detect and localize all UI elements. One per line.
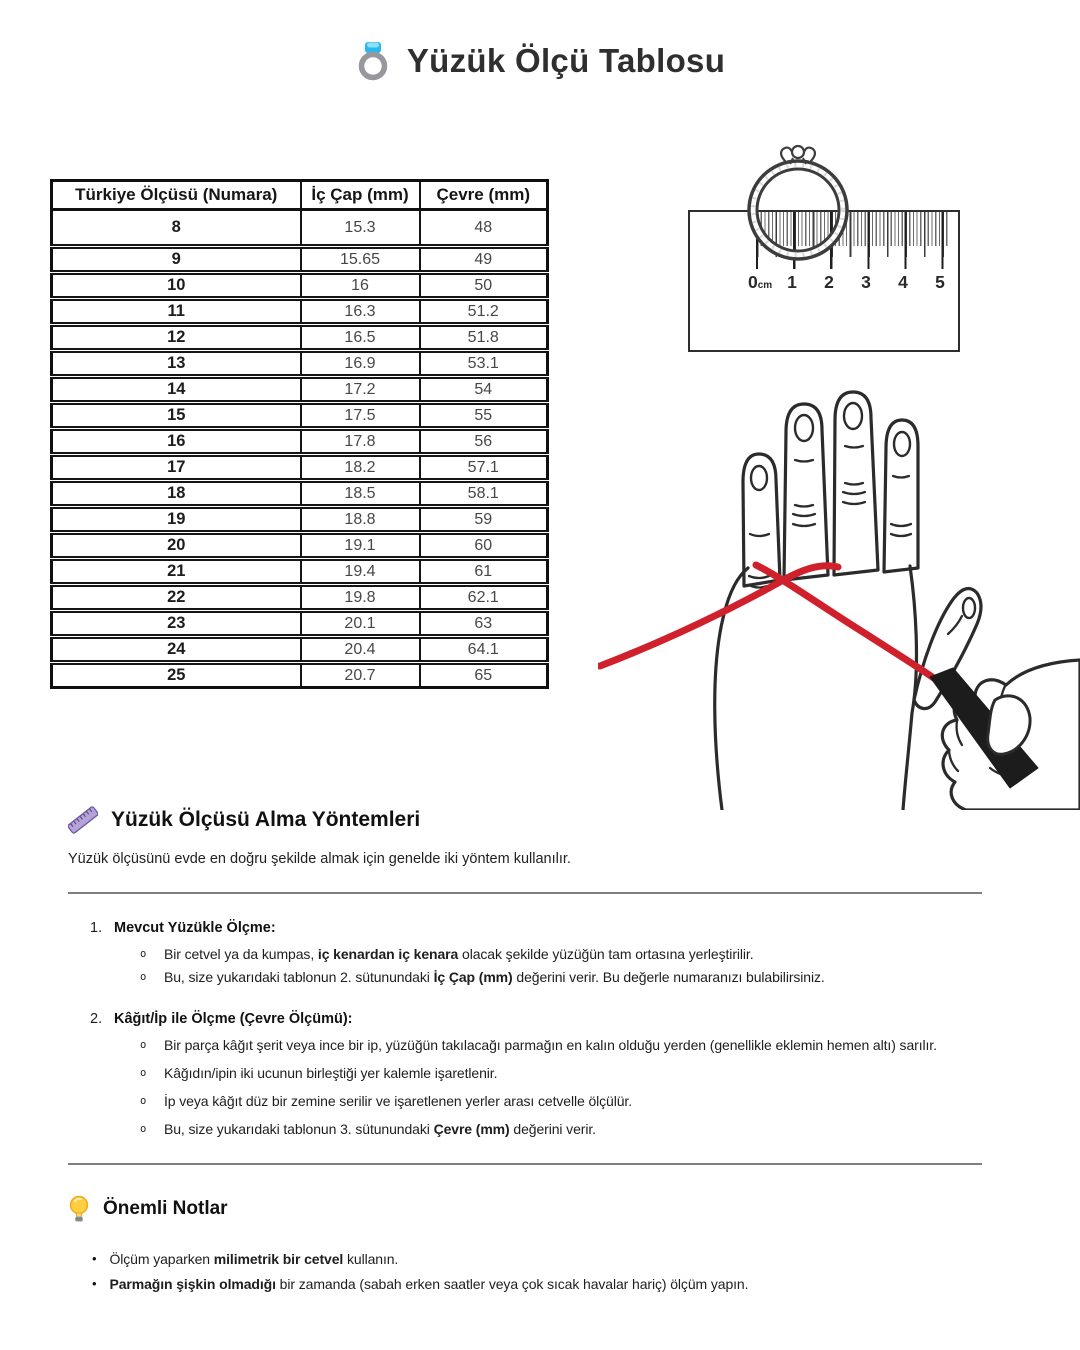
note-bullet (92, 1251, 982, 1267)
method-2-bullets (140, 1037, 982, 1137)
cell-size-number: 16 (52, 429, 301, 455)
bullet-marker: o (140, 1095, 147, 1107)
table-row (52, 455, 548, 481)
note-bullet (92, 1276, 982, 1292)
cell-circumference: 51.2 (420, 299, 548, 325)
cell-inner-diameter: 16.3 (301, 299, 420, 325)
method-bullet (140, 946, 982, 962)
method-item-2 (90, 1011, 982, 1027)
ruler-label: 4 (898, 272, 908, 292)
item-title: Kâğıt/İp ile Ölçme (Çevre Ölçümü): (114, 1011, 353, 1027)
table-row (52, 273, 548, 299)
cell-circumference: 57.1 (420, 455, 548, 481)
table-row (52, 533, 548, 559)
text-content (68, 806, 982, 1301)
notes-heading-row (68, 1194, 982, 1224)
table-row (52, 247, 548, 273)
cell-circumference: 62.1 (420, 585, 548, 611)
cell-circumference: 59 (420, 507, 548, 533)
cell-circumference: 49 (420, 247, 548, 273)
cell-size-number: 21 (52, 559, 301, 585)
ruler-label: 3 (861, 272, 871, 292)
ring-icon (355, 40, 391, 82)
page-title-bar (0, 40, 1080, 82)
method-bullet (140, 969, 982, 985)
table-row (52, 299, 548, 325)
hand-measuring-figure (598, 368, 1080, 810)
header-inner-diameter: İç Çap (mm) (301, 181, 420, 210)
page-title: Yüzük Ölçü Tablosu (406, 42, 726, 79)
cell-inner-diameter: 20.4 (301, 637, 420, 663)
ruler-icon (68, 806, 98, 834)
table-row (52, 663, 548, 688)
bullet-marker: o (140, 1067, 147, 1079)
table-row (52, 403, 548, 429)
table-row (52, 210, 548, 247)
cell-inner-diameter: 16 (301, 273, 420, 299)
cell-inner-diameter: 19.8 (301, 585, 420, 611)
table-row (52, 611, 548, 637)
cell-inner-diameter: 16.9 (301, 351, 420, 377)
bullet-text: Ölçüm yaparken milimetrik bir cetvel kullanın. (109, 1251, 399, 1267)
notes-heading: Önemli Notlar (103, 1198, 228, 1219)
cell-size-number: 10 (52, 273, 301, 299)
methods-heading-row (68, 806, 982, 834)
table-row (52, 351, 548, 377)
cell-inner-diameter: 18.5 (301, 481, 420, 507)
size-table (50, 179, 549, 689)
divider (68, 892, 982, 894)
table-row (52, 377, 548, 403)
cell-inner-diameter: 20.7 (301, 663, 420, 688)
size-table-body (52, 210, 548, 688)
cell-size-number: 22 (52, 585, 301, 611)
bullet-marker: • (92, 1251, 97, 1266)
cell-circumference: 61 (420, 559, 548, 585)
cell-circumference: 58.1 (420, 481, 548, 507)
bullet-text: Bir parça kâğıt şerit veya ince bir ip, yüzüğün takılacağı parmağın en kalın olduğu yerden (genellikle eklemin hemen altı) sarılır. (164, 1037, 937, 1053)
cell-circumference: 64.1 (420, 637, 548, 663)
ruler-label: 1 (787, 272, 797, 292)
cell-inner-diameter: 15.3 (301, 210, 420, 247)
cell-circumference: 63 (420, 611, 548, 637)
table-row (52, 559, 548, 585)
methods-heading: Yüzük Ölçüsü Alma Yöntemleri (111, 808, 421, 831)
bullet-text: Bu, size yukarıdaki tablonun 3. sütunundaki Çevre (mm) değerini verir. (164, 1121, 596, 1137)
table-header-row (52, 181, 548, 210)
cell-size-number: 11 (52, 299, 301, 325)
method-item-1 (90, 920, 982, 936)
cell-size-number: 8 (52, 210, 301, 247)
table-row (52, 481, 548, 507)
bullet-text: İp veya kâğıt düz bir zemine serilir ve işaretlenen yerler arası cetvelle ölçülür. (164, 1093, 633, 1109)
cell-inner-diameter: 17.2 (301, 377, 420, 403)
bullet-marker: • (92, 1276, 97, 1291)
method-bullet (140, 1065, 982, 1081)
method-1-bullets (140, 946, 982, 985)
ruler-label-zero: 0cm (748, 272, 773, 292)
bullet-text: Bir cetvel ya da kumpas, iç kenardan iç kenara olacak şekilde yüzüğün tam ortasına yerleştirilir. (164, 946, 754, 962)
table-row (52, 637, 548, 663)
cell-size-number: 24 (52, 637, 301, 663)
cell-size-number: 15 (52, 403, 301, 429)
cell-size-number: 12 (52, 325, 301, 351)
cell-inner-diameter: 19.1 (301, 533, 420, 559)
bullet-text: Bu, size yukarıdaki tablonun 2. sütunundaki İç Çap (mm) değerini verir. Bu değerle numaranızı bulabilirsiniz. (164, 969, 825, 985)
cell-inner-diameter: 16.5 (301, 325, 420, 351)
method-bullet (140, 1093, 982, 1109)
cell-inner-diameter: 15.65 (301, 247, 420, 273)
cell-size-number: 9 (52, 247, 301, 273)
bullet-marker: o (140, 971, 147, 983)
cell-inner-diameter: 18.8 (301, 507, 420, 533)
cell-inner-diameter: 18.2 (301, 455, 420, 481)
bullet-marker: o (140, 1039, 147, 1051)
bullet-text: Parmağın şişkin olmadığı bir zamanda (sabah erken saatler veya çok sıcak havalar hariç) ölçüm yapın. (109, 1276, 749, 1292)
lightbulb-icon (68, 1194, 90, 1224)
cell-circumference: 60 (420, 533, 548, 559)
cell-circumference: 51.8 (420, 325, 548, 351)
table-row (52, 507, 548, 533)
methods-intro: Yüzük ölçüsünü evde en doğru şekilde almak için genelde iki yöntem kullanılır. (68, 851, 571, 867)
ruler-label: 5 (935, 272, 945, 292)
table-row (52, 429, 548, 455)
bullet-marker: o (140, 948, 147, 960)
method-bullet (140, 1121, 982, 1137)
cell-inner-diameter: 17.5 (301, 403, 420, 429)
ruler-label: 2 (824, 272, 834, 292)
cell-size-number: 19 (52, 507, 301, 533)
cell-size-number: 23 (52, 611, 301, 637)
item-number: 2. (90, 1011, 103, 1027)
notes-bullets (92, 1251, 982, 1292)
divider (68, 1163, 982, 1165)
cell-circumference: 65 (420, 663, 548, 688)
cell-circumference: 55 (420, 403, 548, 429)
cell-inner-diameter: 20.1 (301, 611, 420, 637)
item-title: Mevcut Yüzükle Ölçme: (114, 920, 276, 936)
header-size-number: Türkiye Ölçüsü (Numara) (52, 181, 301, 210)
cell-circumference: 50 (420, 273, 548, 299)
bullet-text: Kâğıdın/ipin iki ucunun birleştiği yer kalemle işaretlenir. (164, 1065, 498, 1081)
ring-on-ruler-figure (672, 132, 972, 358)
method-bullet (140, 1037, 982, 1053)
cell-circumference: 48 (420, 210, 548, 247)
ring-graphic (733, 140, 863, 290)
cell-circumference: 53.1 (420, 351, 548, 377)
cell-size-number: 17 (52, 455, 301, 481)
cell-circumference: 56 (420, 429, 548, 455)
cell-size-number: 20 (52, 533, 301, 559)
table-row (52, 325, 548, 351)
item-number: 1. (90, 920, 103, 936)
cell-inner-diameter: 19.4 (301, 559, 420, 585)
cell-size-number: 14 (52, 377, 301, 403)
cell-size-number: 13 (52, 351, 301, 377)
bullet-marker: o (140, 1123, 147, 1135)
cell-circumference: 54 (420, 377, 548, 403)
header-circumference: Çevre (mm) (420, 181, 548, 210)
cell-inner-diameter: 17.8 (301, 429, 420, 455)
cell-size-number: 25 (52, 663, 301, 688)
cell-size-number: 18 (52, 481, 301, 507)
table-row (52, 585, 548, 611)
